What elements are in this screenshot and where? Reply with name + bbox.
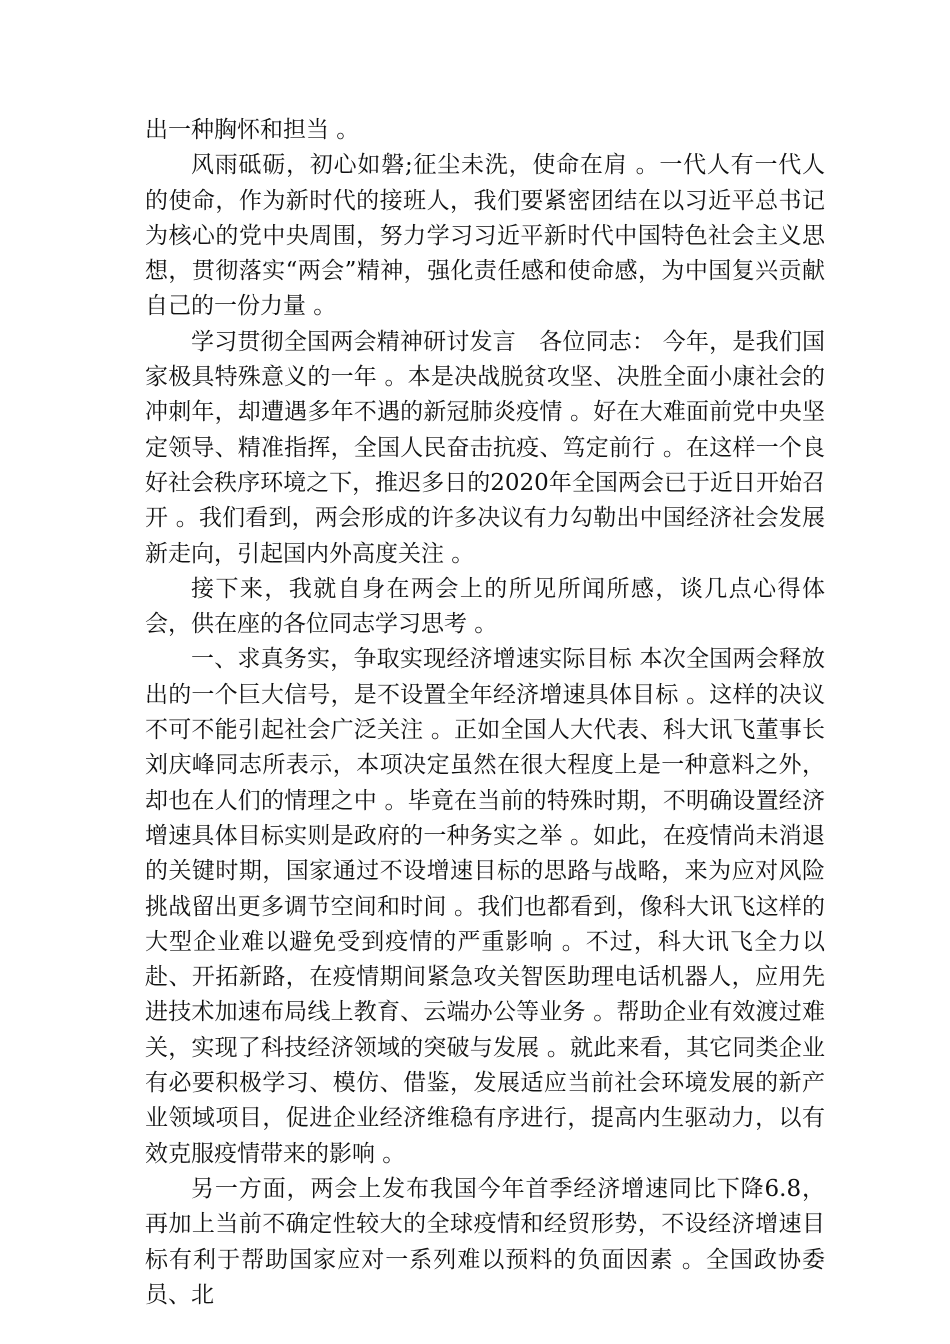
paragraph-4: 接下来，我就自身在两会上的所见所闻所感，谈几点心得体会，供在座的各位同志学习思考 。	[145, 575, 825, 638]
paragraph-6: 另一方面，两会上发布我国今年首季经济增速同比下降6.8，再加上当前不确定性较大的全球疫情和经贸形势，不设经济增速目标有利于帮助国家应对一系列难以预料的负面因素 。全国政协委员、北	[145, 1175, 825, 1308]
document-body	[145, 113, 825, 1313]
paragraph-2: 风雨砥砺，初心如磐;征尘未洗，使命在肩 。一代人有一代人的使命，作为新时代的接班人，我们要紧密团结在以习近平总书记为核心的党中央周围，努力学习习近平新时代中国特色社会主义思想，贯彻落实“两会”精神，强化责任感和使命感，为中国复兴贡献自己的一份力量 。	[145, 152, 825, 320]
paragraph-5: 一、求真务实，争取实现经济增速实际目标 本次全国两会释放出的一个巨大信号，是不设置全年经济增速具体目标 。这样的决议不可不能引起社会广泛关注 。正如全国人大代表、科大讯飞董事长刘庆峰同志所表示，本项决定虽然在很大程度上是一种意料之外，却也在人们的情理之中 。毕竟在当前的特殊时期，不明确设置经济增速具体目标实则是政府的一种务实之举 。如此，在疫情尚未消退的关键时期，国家通过不设增速目标的思路与战略，来为应对风险挑战留出更多调节空间和时间 。我们也都看到，像科大讯飞这样的大型企业难以避免受到疫情的严重影响 。不过，科大讯飞全力以赴、开拓新路，在疫情期间紧急攻关智医助理电话机器人，应用先进技术加速布局线上教育、云端办公等业务 。帮助企业有效渡过难关，实现了科技经济领域的突破与发展 。就此来看，其它同类企业有必要积极学习、模仿、借鉴，发展适应当前社会环境发展的新产业领域项目，促进企业经济维稳有序进行，提高内生驱动力，以有效克服疫情带来的影响 。	[145, 646, 825, 1167]
paragraph-3: 学习贯彻全国两会精神研讨发言 各位同志： 今年，是我们国家极具特殊意义的一年 。本是决战脱贫攻坚、决胜全面小康社会的冲刺年，却遭遇多年不遇的新冠肺炎疫情 。好在大难面前党中央坚定领导、精准指挥，全国人民奋击抗疫、笃定前行 。在这样一个良好社会秩序环境之下，推迟多日的2020年全国两会已于近日开始召开 。我们看到，两会形成的许多决议有力勾勒出中国经济社会发展新走向，引起国内外高度关注 。	[145, 328, 825, 567]
paragraph-1: 出一种胸怀和担当 。	[145, 117, 360, 143]
